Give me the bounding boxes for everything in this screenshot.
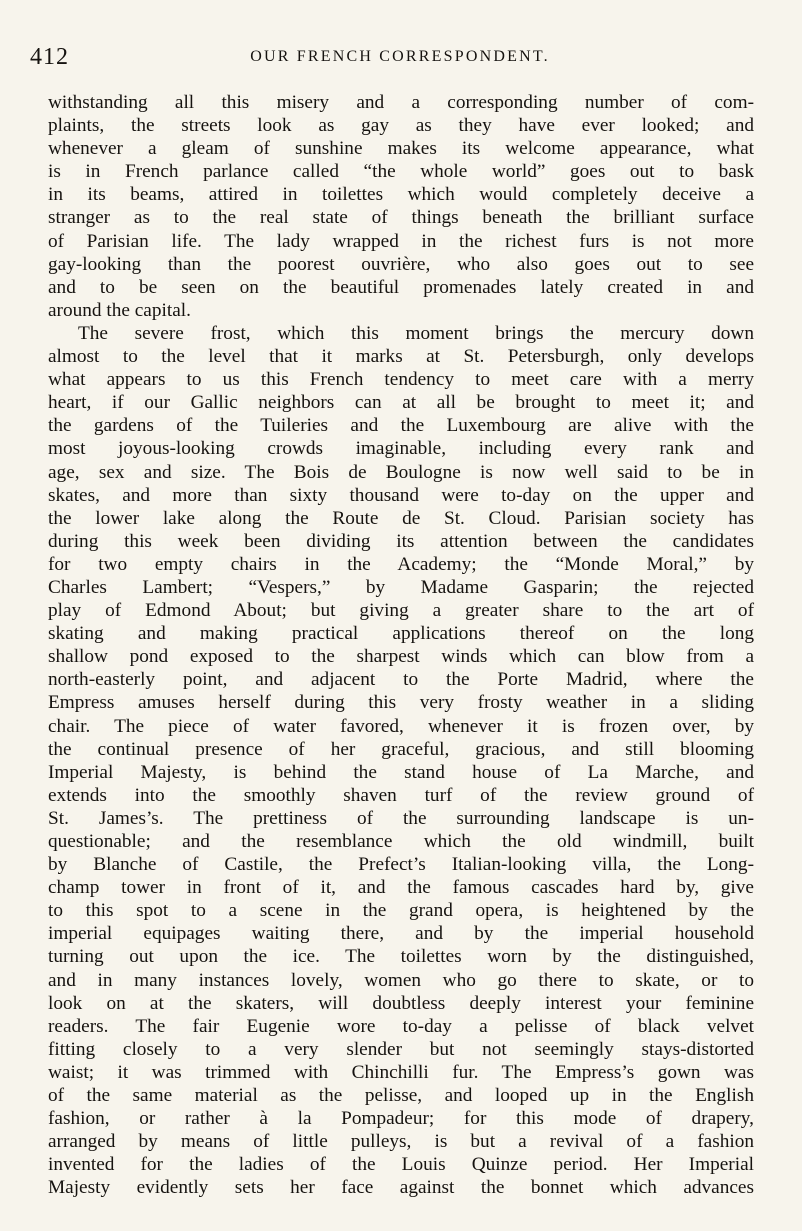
text-line: questionable; and the resemblance which the old windmill, built xyxy=(48,831,754,852)
text-line: the gardens of the Tuileries and the Luxembourg are alive with the xyxy=(48,415,754,437)
text-line: the lower lake along the Route de St. Cloud. Parisian society has xyxy=(48,507,754,529)
paragraph xyxy=(48,322,754,1200)
text-line: fashion, or rather à la Pompadeur; for this mode of drapery, xyxy=(48,1108,754,1130)
text-line: gay-looking than the poorest ouvrière, who also goes out to see xyxy=(48,253,754,275)
text-line: turning out upon the ice. The toilettes worn by the distinguished, xyxy=(48,946,754,968)
text-line: invented for the ladies of the Louis Quinze period. Her Imperial xyxy=(48,1154,754,1176)
text-line: of Parisian life. The lady wrapped in the richest furs is not more xyxy=(48,230,754,252)
text-line: around the capital. xyxy=(48,299,191,321)
text-line: chair. The piece of water favored, whenever it is frozen over, by xyxy=(48,715,754,737)
text-line: champ tower in front of it, and the famous cascades hard by, give xyxy=(48,877,754,899)
text-line: plaints, the streets look as gay as they have ever looked; and xyxy=(48,115,754,137)
text-line: and to be seen on the beautiful promenades lately created in and xyxy=(48,276,754,298)
text-line: play of Edmond About; but giving a greater share to the art of xyxy=(48,600,754,622)
text-line: imperial equipages waiting there, and by the imperial household xyxy=(48,923,754,945)
text-line: waist; it was trimmed with Chinchilli fur. The Empress’s gown was xyxy=(48,1061,754,1083)
text-line: in its beams, attired in toilettes which would completely deceive a xyxy=(48,184,754,206)
text-line: readers. The fair Eugenie wore to-day a pelisse of black velvet xyxy=(48,1015,754,1037)
text-line: stranger as to the real state of things beneath the brilliant surface xyxy=(48,207,754,229)
paragraph xyxy=(48,91,754,322)
text-line: of the same material as the pelisse, and looped up in the English xyxy=(48,1085,754,1107)
text-line: to this spot to a scene in the grand opera, is heightened by the xyxy=(48,900,754,922)
text-line: Majesty evidently sets her face against the bonnet which advances xyxy=(48,1177,754,1199)
text-line: north-easterly point, and adjacent to the Porte Madrid, where the xyxy=(48,669,754,691)
text-line: fitting closely to a very slender but not seemingly stays-distorted xyxy=(48,1038,754,1060)
text-line: most joyous-looking crowds imaginable, including every rank and xyxy=(48,438,754,460)
text-line: extends into the smoothly shaven turf of the review ground of xyxy=(48,784,754,806)
page-header xyxy=(30,44,770,74)
text-line: age, sex and size. The Bois de Boulogne is now well said to be in xyxy=(48,461,754,483)
text-line: during this week been dividing its attention between the candidates xyxy=(48,530,754,552)
text-line: The severe frost, which this moment brings the mercury down xyxy=(78,322,754,344)
text-line: almost to the level that it marks at St. Petersburgh, only develops xyxy=(48,346,754,368)
text-line: skating and making practical applications thereof on the long xyxy=(48,623,754,645)
text-line: and in many instances lovely, women who go there to skate, or to xyxy=(48,969,754,991)
text-line: by Blanche of Castile, the Prefect’s Italian-looking villa, the Long- xyxy=(48,854,754,876)
text-line: arranged by means of little pulleys, is but a revival of a fashion xyxy=(48,1131,754,1153)
text-line: skates, and more than sixty thousand were to-day on the upper and xyxy=(48,484,754,506)
text-line: Charles Lambert; “Vespers,” by Madame Gasparin; the rejected xyxy=(48,576,754,598)
text-line: for two empty chairs in the Academy; the “Monde Moral,” by xyxy=(48,553,754,575)
text-line: the continual presence of her graceful, gracious, and still blooming xyxy=(48,738,754,760)
text-line: what appears to us this French tendency to meet care with a merry xyxy=(48,369,754,391)
text-line: Empress amuses herself during this very frosty weather in a sliding xyxy=(48,692,754,714)
text-line: is in French parlance called “the whole world” goes out to bask xyxy=(48,161,754,183)
page-number: 412 xyxy=(30,44,69,70)
text-line: heart, if our Gallic neighbors can at all be brought to meet it; and xyxy=(48,392,754,414)
text-line: Imperial Majesty, is behind the stand house of La Marche, and xyxy=(48,761,754,783)
text-line: withstanding all this misery and a corresponding number of com- xyxy=(48,92,754,113)
text-line: look on at the skaters, will doubtless deeply interest your feminine xyxy=(48,992,754,1014)
text-line: whenever a gleam of sunshine makes its welcome appearance, what xyxy=(48,138,754,160)
running-title: OUR FRENCH CORRESPONDENT. xyxy=(250,48,550,65)
text-line: St. James’s. The prettiness of the surrounding landscape is un- xyxy=(48,807,754,829)
article-body xyxy=(48,91,754,1200)
text-line: shallow pond exposed to the sharpest winds which can blow from a xyxy=(48,646,754,668)
